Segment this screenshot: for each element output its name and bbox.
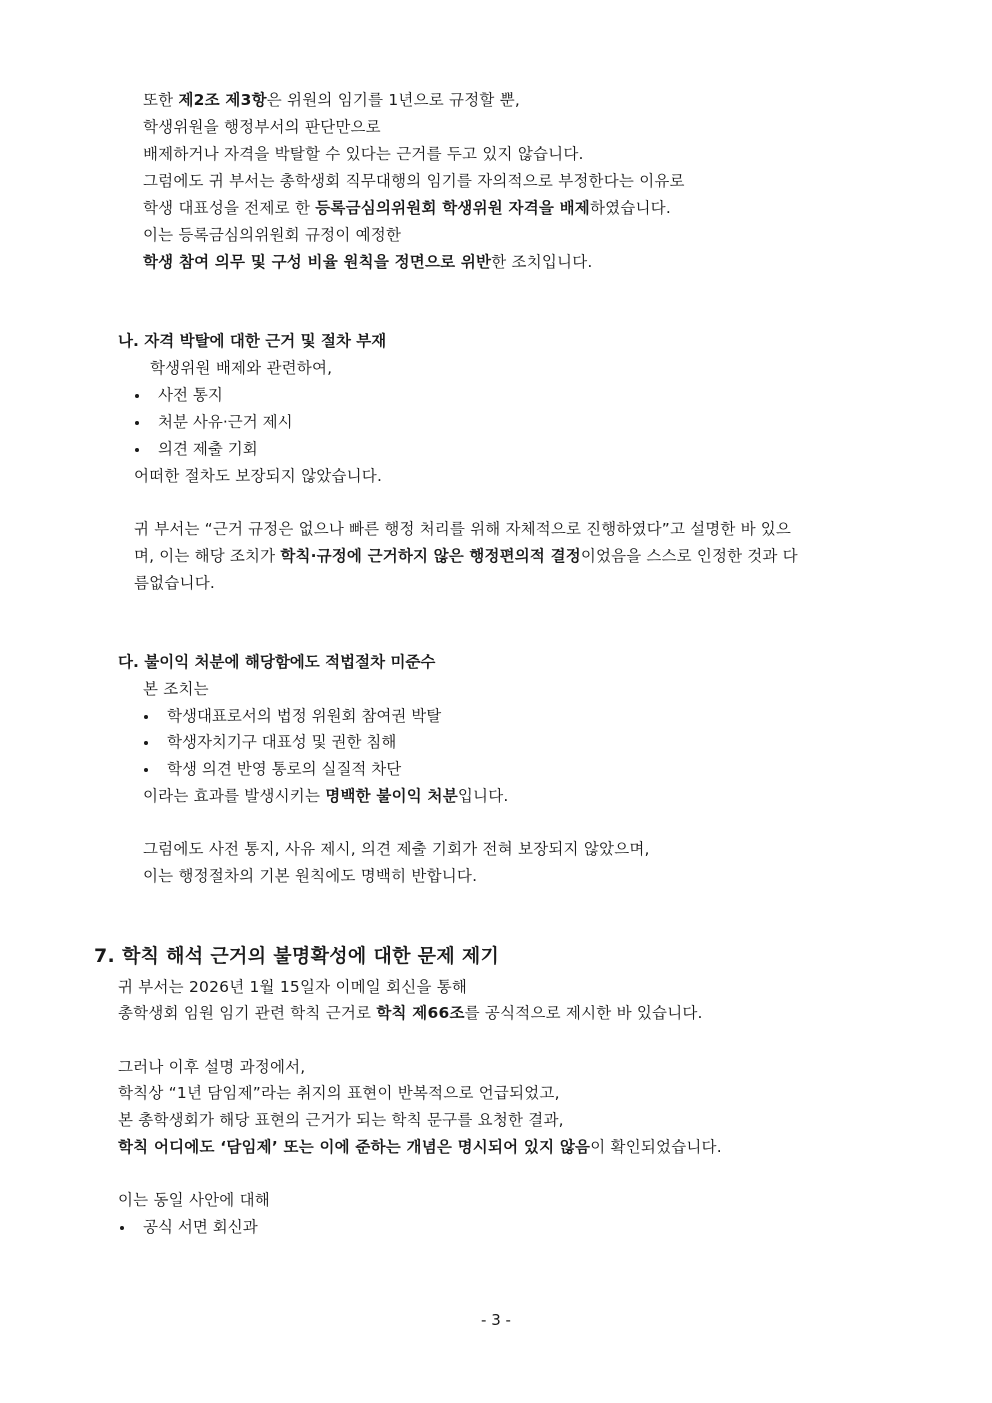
section-lead: 학생위원 배제와 관련하여,: [150, 359, 333, 377]
intro-line: 배제하거나 자격을 박탈할 수 있다는 근거를 두고 있지 않습니다.: [143, 145, 584, 163]
section-paragraph: 름없습니다.: [134, 574, 215, 592]
section-text: 이는 동일 사안에 대해: [118, 1191, 270, 1209]
section-text: 어떠한 절차도 보장되지 않았습니다.: [134, 467, 383, 485]
main-section-heading: 7. 학칙 해석 근거의 불명확성에 대한 문제 제기: [94, 945, 500, 967]
bullet-item: 처분 사유·근거 제시: [158, 411, 293, 433]
intro-line: 학생 대표성을 전제로 한 등록금심의위원회 학생위원 자격을 배제하였습니다.: [143, 199, 671, 217]
section-text: 귀 부서는 2026년 1월 15일자 이메일 회신을 통해: [118, 978, 468, 996]
section-text: 학칙상 “1년 담임제”라는 취지의 표현이 반복적으로 언급되었고,: [118, 1084, 560, 1102]
intro-line: 학생위원을 행정부서의 판단만으로: [143, 118, 381, 136]
section-lead: 본 조치는: [143, 680, 209, 698]
bullet-item: 학생자치기구 대표성 및 권한 침해: [167, 731, 396, 753]
section-text: 총학생회 임원 임기 관련 학칙 근거로 학칙 제66조를 공식적으로 제시한 바 있습니다.: [118, 1004, 703, 1022]
section-text: 본 총학생회가 해당 표현의 근거가 되는 학칙 문구를 요청한 결과,: [118, 1111, 564, 1129]
section-text: 그러나 이후 설명 과정에서,: [118, 1058, 306, 1076]
section-paragraph: 며, 이는 해당 조치가 학칙·규정에 근거하지 않은 행정편의적 결정이었음을 스스로 인정한 것과 다: [134, 547, 798, 565]
bullet-icon: [144, 715, 148, 719]
bullet-icon: [135, 394, 139, 398]
section-text: 이라는 효과를 발생시키는 명백한 불이익 처분입니다.: [143, 787, 509, 805]
bullet-icon: [144, 768, 148, 772]
bullet-item: 학생 의견 반영 통로의 실질적 차단: [167, 758, 401, 780]
section-paragraph: 귀 부서는 “근거 규정은 없으나 빠른 행정 처리를 위해 자체적으로 진행하였다”고 설명한 바 있으: [134, 520, 792, 538]
page-number: - 3 -: [481, 1311, 511, 1329]
bullet-icon: [135, 421, 139, 425]
section-paragraph: 이는 행정절차의 기본 원칙에도 명백히 반합니다.: [143, 867, 478, 885]
bullet-item: 사전 통지: [158, 384, 223, 406]
section-heading: 다. 불이익 처분에 해당함에도 적법절차 미준수: [118, 653, 436, 671]
bullet-item: 의견 제출 기회: [158, 438, 258, 460]
bullet-icon: [135, 448, 139, 452]
intro-line: 이는 등록금심의위원회 규정이 예정한: [143, 226, 402, 244]
section-text: 학칙 어디에도 ‘담임제’ 또는 이에 준하는 개념은 명시되어 있지 않음이 확인되었습니다.: [118, 1138, 722, 1156]
bullet-item: 공식 서면 회신과: [143, 1216, 258, 1238]
intro-line: 학생 참여 의무 및 구성 비율 원칙을 정면으로 위반한 조치입니다.: [143, 253, 593, 271]
section-paragraph: 그럼에도 사전 통지, 사유 제시, 의견 제출 기회가 전혀 보장되지 않았으며,: [143, 840, 650, 858]
intro-line: 그럼에도 귀 부서는 총학생회 직무대행의 임기를 자의적으로 부정한다는 이유로: [143, 172, 685, 190]
bullet-item: 학생대표로서의 법정 위원회 참여권 박탈: [167, 705, 441, 727]
intro-line: 또한 제2조 제3항은 위원의 임기를 1년으로 규정할 뿐,: [143, 91, 520, 109]
bullet-icon: [144, 741, 148, 745]
section-heading: 나. 자격 박탈에 대한 근거 및 절차 부재: [118, 332, 387, 350]
bullet-icon: [120, 1226, 124, 1230]
